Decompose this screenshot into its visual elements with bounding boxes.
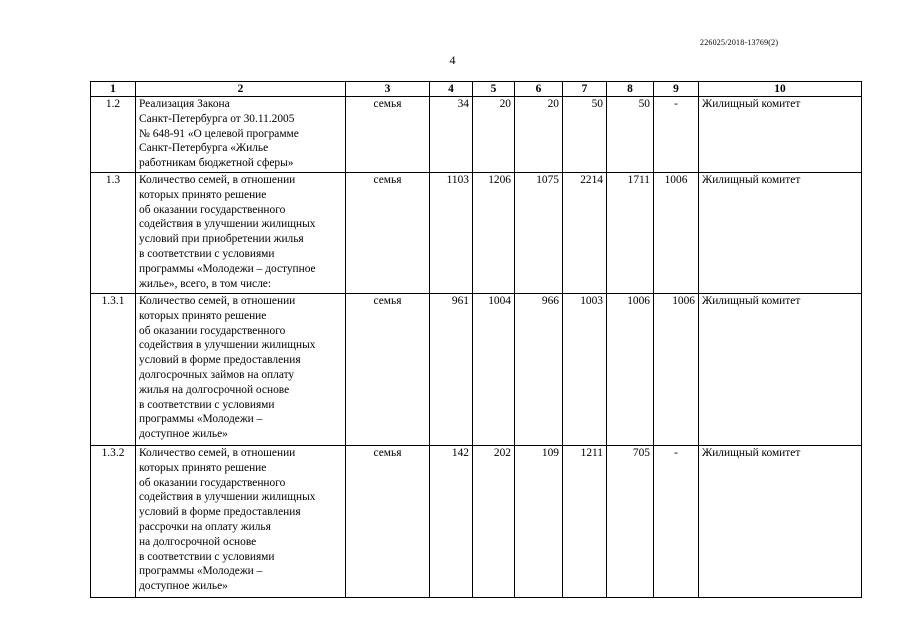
row-value: 20 (473, 97, 515, 173)
column-header: 3 (346, 82, 430, 97)
document-id: 226025/2018-13769(2) (700, 38, 779, 47)
column-header: 7 (563, 82, 607, 97)
row-unit: семья (346, 173, 430, 294)
row-value: 1211 (563, 446, 607, 598)
row-value: 34 (430, 97, 473, 173)
row-unit: семья (346, 294, 430, 446)
row-responsible: Жилищный комитет (699, 294, 862, 446)
row-unit: семья (346, 97, 430, 173)
row-value: 1075 (515, 173, 563, 294)
table-row (91, 294, 862, 446)
column-header: 10 (699, 82, 862, 97)
column-header: 5 (473, 82, 515, 97)
row-value: 142 (430, 446, 473, 598)
row-description: Реализация Закона Санкт-Петербурга от 30.11.2005 № 648-91 «О целевой программе Санкт-Петербурга «Жилье работникам бюджетной сферы» (136, 97, 346, 173)
table-row (91, 97, 862, 173)
row-value: 20 (515, 97, 563, 173)
row-description: Количество семей, в отношении которых принято решение об оказании государственного содействия в улучшении жилищных условий в форме предоставления рассрочки на оплату жилья на долгосрочной основе в соответствии с условиями программы «Молодежи – доступное жилье» (136, 446, 346, 598)
row-number: 1.3 (91, 173, 136, 294)
row-value: 1003 (563, 294, 607, 446)
row-unit: семья (346, 446, 430, 598)
row-responsible: Жилищный комитет (699, 173, 862, 294)
column-header: 4 (430, 82, 473, 97)
row-value: 50 (607, 97, 654, 173)
row-description: Количество семей, в отношении которых принято решение об оказании государственного содействия в улучшении жилищных условий в форме предоставления долгосрочных займов на оплату жилья на долгосрочной основе в соответствии с условиями программы «Молодежи – доступное жилье» (136, 294, 346, 446)
column-header: 9 (654, 82, 699, 97)
row-responsible: Жилищный комитет (699, 97, 862, 173)
row-value: 966 (515, 294, 563, 446)
row-number: 1.3.2 (91, 446, 136, 598)
column-header: 1 (91, 82, 136, 97)
row-value: 1103 (430, 173, 473, 294)
column-header: 2 (136, 82, 346, 97)
row-value: 1006 (654, 294, 699, 446)
column-header: 6 (515, 82, 563, 97)
table-header-row (91, 82, 862, 97)
row-value: 202 (473, 446, 515, 598)
row-responsible: Жилищный комитет (699, 446, 862, 598)
row-value: 1206 (473, 173, 515, 294)
row-value: 50 (563, 97, 607, 173)
row-value: 705 (607, 446, 654, 598)
row-number: 1.3.1 (91, 294, 136, 446)
row-number: 1.2 (91, 97, 136, 173)
row-description: Количество семей, в отношении которых принято решение об оказании государственного содействия в улучшении жилищных условий при приобретении жилья в соответствии с условиями программы «Молодежи – доступное жилье», всего, в том числе: (136, 173, 346, 294)
column-header: 8 (607, 82, 654, 97)
row-value: 2214 (563, 173, 607, 294)
row-value: 109 (515, 446, 563, 598)
row-value: 1006 (607, 294, 654, 446)
table-row (91, 446, 862, 598)
row-value: 1711 (607, 173, 654, 294)
row-value: - (654, 97, 699, 173)
row-value: - (654, 446, 699, 598)
row-value: 1004 (473, 294, 515, 446)
row-value: 961 (430, 294, 473, 446)
page-number: 4 (449, 53, 456, 67)
table-row (91, 173, 862, 294)
row-value: 1006 (654, 173, 699, 294)
indicators-table (90, 81, 862, 598)
